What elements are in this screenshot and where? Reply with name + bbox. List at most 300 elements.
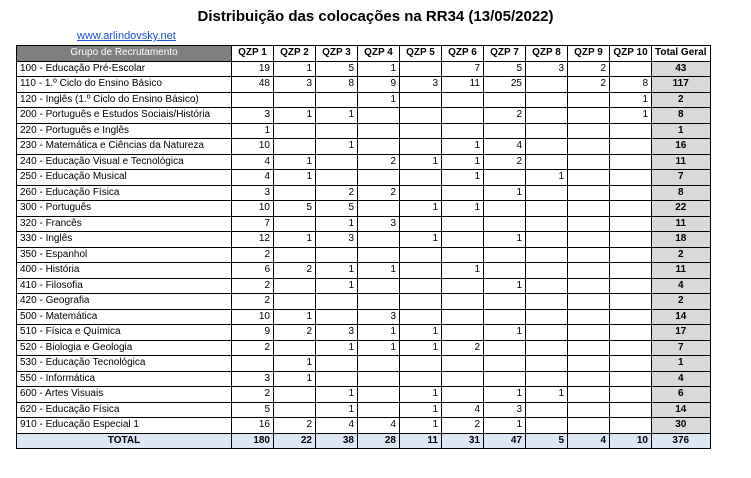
count-cell: 1 [400, 340, 442, 356]
count-cell [610, 418, 652, 434]
count-cell: 4 [232, 154, 274, 170]
count-cell [484, 263, 526, 279]
group-name-cell: 420 - Geografia [17, 294, 232, 310]
count-cell: 1 [316, 263, 358, 279]
website-link[interactable]: www.arlindovsky.net [77, 30, 176, 42]
count-cell [484, 371, 526, 387]
group-name-cell: 520 - Biologia e Geologia [17, 340, 232, 356]
table-row [17, 278, 711, 294]
count-cell: 3 [274, 77, 316, 93]
count-cell [400, 139, 442, 155]
table-row [17, 418, 711, 434]
group-name-cell: 510 - Física e Química [17, 325, 232, 341]
row-total-cell: 2 [652, 92, 711, 108]
count-cell [526, 340, 568, 356]
count-cell: 1 [610, 92, 652, 108]
count-cell [568, 263, 610, 279]
count-cell [526, 108, 568, 124]
count-cell [568, 108, 610, 124]
count-cell [568, 278, 610, 294]
table-row [17, 185, 711, 201]
count-cell [400, 61, 442, 77]
count-cell [526, 402, 568, 418]
count-cell: 1 [484, 325, 526, 341]
row-total-cell: 14 [652, 402, 711, 418]
table-row [17, 92, 711, 108]
count-cell: 2 [568, 61, 610, 77]
row-total-cell: 30 [652, 418, 711, 434]
count-cell: 2 [274, 263, 316, 279]
count-cell: 11 [442, 77, 484, 93]
count-cell: 1 [442, 154, 484, 170]
group-name-cell: 120 - Inglês (1.º Ciclo do Ensino Básico) [17, 92, 232, 108]
row-total-cell: 6 [652, 387, 711, 403]
count-cell: 5 [316, 61, 358, 77]
count-cell [274, 247, 316, 263]
count-cell: 1 [400, 325, 442, 341]
count-cell [400, 185, 442, 201]
count-cell [442, 123, 484, 139]
count-cell [400, 108, 442, 124]
count-cell [358, 139, 400, 155]
count-cell [442, 216, 484, 232]
count-cell [484, 123, 526, 139]
row-total-cell: 22 [652, 201, 711, 217]
count-cell [358, 278, 400, 294]
count-cell: 1 [274, 154, 316, 170]
total-row [17, 433, 711, 449]
count-cell [316, 309, 358, 325]
count-cell: 2 [274, 418, 316, 434]
count-cell [316, 371, 358, 387]
row-total-cell: 4 [652, 278, 711, 294]
table-row [17, 123, 711, 139]
row-total-cell: 7 [652, 340, 711, 356]
count-cell: 2 [232, 294, 274, 310]
count-cell: 1 [400, 402, 442, 418]
count-cell: 1 [358, 92, 400, 108]
page-title: Distribuição das colocações na RR34 (13/05/2022) [197, 8, 554, 25]
row-total-cell: 4 [652, 371, 711, 387]
count-cell: 1 [274, 170, 316, 186]
count-cell [358, 402, 400, 418]
table-row [17, 325, 711, 341]
count-cell [358, 232, 400, 248]
count-cell: 2 [442, 340, 484, 356]
group-name-cell: 620 - Educação Física [17, 402, 232, 418]
count-cell [526, 356, 568, 372]
table-row [17, 139, 711, 155]
row-total-cell: 16 [652, 139, 711, 155]
count-cell: 1 [358, 263, 400, 279]
count-cell [400, 294, 442, 310]
count-cell [316, 247, 358, 263]
count-cell [442, 356, 484, 372]
count-cell [568, 139, 610, 155]
table-row [17, 77, 711, 93]
group-name-cell: 500 - Matemática [17, 309, 232, 325]
row-total-cell: 11 [652, 263, 711, 279]
count-cell [526, 92, 568, 108]
count-cell [274, 123, 316, 139]
group-name-cell: 530 - Educação Tecnológica [17, 356, 232, 372]
count-cell: 1 [442, 170, 484, 186]
count-cell [610, 232, 652, 248]
count-cell: 1 [400, 154, 442, 170]
count-cell [442, 278, 484, 294]
count-cell [358, 123, 400, 139]
count-cell [316, 170, 358, 186]
count-cell [358, 247, 400, 263]
total-cell: 22 [274, 433, 316, 449]
count-cell [484, 170, 526, 186]
count-cell: 16 [232, 418, 274, 434]
count-cell [442, 325, 484, 341]
count-cell [526, 232, 568, 248]
count-cell [568, 356, 610, 372]
count-cell: 2 [484, 108, 526, 124]
count-cell [526, 216, 568, 232]
count-cell: 1 [316, 402, 358, 418]
count-cell [316, 294, 358, 310]
group-name-cell: 600 - Artes Visuais [17, 387, 232, 403]
count-cell: 1 [316, 340, 358, 356]
count-cell [400, 263, 442, 279]
count-cell: 2 [484, 154, 526, 170]
count-cell [442, 247, 484, 263]
group-name-cell: 260 - Educação Física [17, 185, 232, 201]
group-name-cell: 230 - Matemática e Ciências da Natureza [17, 139, 232, 155]
count-cell: 9 [358, 77, 400, 93]
count-cell: 1 [526, 387, 568, 403]
header-row [17, 46, 711, 62]
count-cell [526, 123, 568, 139]
count-cell: 2 [316, 185, 358, 201]
count-cell: 1 [400, 232, 442, 248]
table-row [17, 263, 711, 279]
count-cell [526, 278, 568, 294]
count-cell: 1 [232, 123, 274, 139]
count-cell: 4 [484, 139, 526, 155]
count-cell [442, 92, 484, 108]
count-cell: 1 [442, 139, 484, 155]
row-total-cell: 11 [652, 216, 711, 232]
count-cell [568, 170, 610, 186]
group-name-cell: 300 - Português [17, 201, 232, 217]
count-cell: 1 [400, 418, 442, 434]
table-row [17, 309, 711, 325]
row-total-cell: 2 [652, 294, 711, 310]
row-total-cell: 7 [652, 170, 711, 186]
count-cell: 19 [232, 61, 274, 77]
row-total-cell: 14 [652, 309, 711, 325]
count-cell: 5 [232, 402, 274, 418]
count-cell [610, 201, 652, 217]
table-row [17, 340, 711, 356]
count-cell: 2 [568, 77, 610, 93]
count-cell [568, 201, 610, 217]
count-cell [442, 294, 484, 310]
row-total-cell: 17 [652, 325, 711, 341]
table-row [17, 387, 711, 403]
count-cell: 1 [358, 340, 400, 356]
count-cell [442, 309, 484, 325]
table-row [17, 61, 711, 77]
table-row [17, 154, 711, 170]
count-cell [610, 139, 652, 155]
count-cell [568, 402, 610, 418]
count-cell: 2 [232, 247, 274, 263]
count-cell [400, 371, 442, 387]
total-geral-cell: 376 [652, 433, 711, 449]
count-cell [484, 247, 526, 263]
count-cell: 9 [232, 325, 274, 341]
count-cell [610, 123, 652, 139]
count-cell [358, 294, 400, 310]
row-total-cell: 1 [652, 123, 711, 139]
group-name-cell: 350 - Espanhol [17, 247, 232, 263]
total-cell: 4 [568, 433, 610, 449]
row-total-cell: 11 [652, 154, 711, 170]
count-cell: 1 [274, 108, 316, 124]
group-name-cell: 330 - Inglês [17, 232, 232, 248]
count-cell: 6 [232, 263, 274, 279]
count-cell [526, 325, 568, 341]
row-total-cell: 8 [652, 185, 711, 201]
count-cell: 2 [358, 185, 400, 201]
count-cell [358, 356, 400, 372]
count-cell [358, 371, 400, 387]
count-cell: 1 [316, 278, 358, 294]
count-cell: 1 [484, 232, 526, 248]
count-cell: 1 [316, 108, 358, 124]
total-cell: 11 [400, 433, 442, 449]
count-cell: 3 [484, 402, 526, 418]
total-cell: 5 [526, 433, 568, 449]
count-cell: 1 [274, 232, 316, 248]
count-cell [568, 232, 610, 248]
count-cell: 2 [274, 325, 316, 341]
count-cell [568, 92, 610, 108]
count-cell [610, 402, 652, 418]
header-qzp3: QZP 3 [316, 46, 358, 62]
group-name-cell: 250 - Educação Musical [17, 170, 232, 186]
count-cell [610, 263, 652, 279]
count-cell: 1 [316, 139, 358, 155]
count-cell: 8 [316, 77, 358, 93]
count-cell [526, 418, 568, 434]
count-cell [358, 201, 400, 217]
group-name-cell: 240 - Educação Visual e Tecnológica [17, 154, 232, 170]
count-cell [610, 325, 652, 341]
total-label: TOTAL [17, 433, 232, 449]
count-cell [526, 185, 568, 201]
group-name-cell: 200 - Português e Estudos Sociais/História [17, 108, 232, 124]
count-cell [274, 340, 316, 356]
count-cell [568, 309, 610, 325]
count-cell [358, 387, 400, 403]
row-total-cell: 2 [652, 247, 711, 263]
count-cell: 1 [484, 418, 526, 434]
count-cell: 3 [358, 216, 400, 232]
count-cell: 3 [358, 309, 400, 325]
count-cell [568, 418, 610, 434]
header-qzp8: QZP 8 [526, 46, 568, 62]
table-row [17, 402, 711, 418]
table-body [17, 61, 711, 433]
table-row [17, 108, 711, 124]
group-name-cell: 400 - História [17, 263, 232, 279]
count-cell [610, 387, 652, 403]
header-grupo: Grupo de Recrutamento [17, 46, 232, 62]
group-name-cell: 110 - 1.º Ciclo do Ensino Básico [17, 77, 232, 93]
count-cell [442, 387, 484, 403]
count-cell [316, 123, 358, 139]
count-cell [526, 371, 568, 387]
count-cell: 10 [232, 309, 274, 325]
group-name-cell: 320 - Francês [17, 216, 232, 232]
count-cell [400, 92, 442, 108]
count-cell [610, 356, 652, 372]
count-cell [400, 216, 442, 232]
table-row [17, 170, 711, 186]
count-cell [568, 154, 610, 170]
header-qzp7: QZP 7 [484, 46, 526, 62]
count-cell: 1 [400, 201, 442, 217]
count-cell [610, 371, 652, 387]
count-cell: 1 [274, 309, 316, 325]
count-cell: 1 [442, 263, 484, 279]
count-cell [484, 294, 526, 310]
count-cell: 10 [232, 139, 274, 155]
count-cell [274, 92, 316, 108]
count-cell [568, 216, 610, 232]
count-cell [610, 154, 652, 170]
count-cell: 4 [442, 402, 484, 418]
count-cell: 8 [610, 77, 652, 93]
total-cell: 38 [316, 433, 358, 449]
count-cell: 7 [442, 61, 484, 77]
total-cell: 180 [232, 433, 274, 449]
group-name-cell: 410 - Filosofia [17, 278, 232, 294]
count-cell: 2 [358, 154, 400, 170]
count-cell [232, 92, 274, 108]
count-cell: 7 [232, 216, 274, 232]
count-cell [442, 371, 484, 387]
count-cell [232, 356, 274, 372]
total-cell: 28 [358, 433, 400, 449]
count-cell [442, 108, 484, 124]
count-cell [568, 371, 610, 387]
count-cell [526, 201, 568, 217]
group-name-cell: 550 - Informática [17, 371, 232, 387]
count-cell: 5 [484, 61, 526, 77]
count-cell [484, 92, 526, 108]
count-cell [568, 325, 610, 341]
count-cell: 4 [316, 418, 358, 434]
header-qzp9: QZP 9 [568, 46, 610, 62]
count-cell [484, 356, 526, 372]
count-cell [316, 92, 358, 108]
count-cell: 1 [316, 216, 358, 232]
count-cell [526, 247, 568, 263]
count-cell: 1 [274, 371, 316, 387]
row-total-cell: 117 [652, 77, 711, 93]
count-cell [442, 185, 484, 201]
count-cell [316, 154, 358, 170]
count-cell: 1 [484, 387, 526, 403]
row-total-cell: 8 [652, 108, 711, 124]
count-cell: 4 [358, 418, 400, 434]
count-cell [400, 123, 442, 139]
count-cell: 2 [232, 340, 274, 356]
count-cell: 1 [484, 185, 526, 201]
header-qzp5: QZP 5 [400, 46, 442, 62]
count-cell [274, 278, 316, 294]
count-cell [400, 356, 442, 372]
row-total-cell: 43 [652, 61, 711, 77]
table-row [17, 247, 711, 263]
count-cell: 1 [274, 61, 316, 77]
count-cell [400, 247, 442, 263]
count-cell: 3 [526, 61, 568, 77]
count-cell [316, 356, 358, 372]
count-cell [526, 139, 568, 155]
count-cell [358, 108, 400, 124]
table-row [17, 356, 711, 372]
group-name-cell: 220 - Português e Inglês [17, 123, 232, 139]
count-cell [274, 294, 316, 310]
count-cell: 10 [232, 201, 274, 217]
count-cell [274, 185, 316, 201]
count-cell [568, 294, 610, 310]
count-cell: 3 [316, 325, 358, 341]
count-cell [610, 216, 652, 232]
count-cell: 1 [526, 170, 568, 186]
count-cell: 3 [316, 232, 358, 248]
count-cell: 1 [274, 356, 316, 372]
count-cell: 1 [400, 387, 442, 403]
header-qzp4: QZP 4 [358, 46, 400, 62]
count-cell [274, 216, 316, 232]
count-cell [568, 387, 610, 403]
count-cell [610, 247, 652, 263]
count-cell [484, 309, 526, 325]
count-cell [568, 185, 610, 201]
table-row [17, 232, 711, 248]
group-name-cell: 910 - Educação Especial 1 [17, 418, 232, 434]
group-name-cell: 100 - Educação Pré-Escolar [17, 61, 232, 77]
count-cell [526, 154, 568, 170]
count-cell [400, 170, 442, 186]
count-cell [610, 61, 652, 77]
header-total-geral: Total Geral [652, 46, 711, 62]
count-cell [274, 402, 316, 418]
count-cell [358, 170, 400, 186]
count-cell [484, 216, 526, 232]
count-cell [568, 247, 610, 263]
header-qzp2: QZP 2 [274, 46, 316, 62]
total-cell: 47 [484, 433, 526, 449]
header-qzp10: QZP 10 [610, 46, 652, 62]
count-cell [610, 294, 652, 310]
count-cell: 1 [442, 201, 484, 217]
row-total-cell: 18 [652, 232, 711, 248]
table-row [17, 216, 711, 232]
count-cell [484, 201, 526, 217]
count-cell: 1 [610, 108, 652, 124]
total-cell: 10 [610, 433, 652, 449]
